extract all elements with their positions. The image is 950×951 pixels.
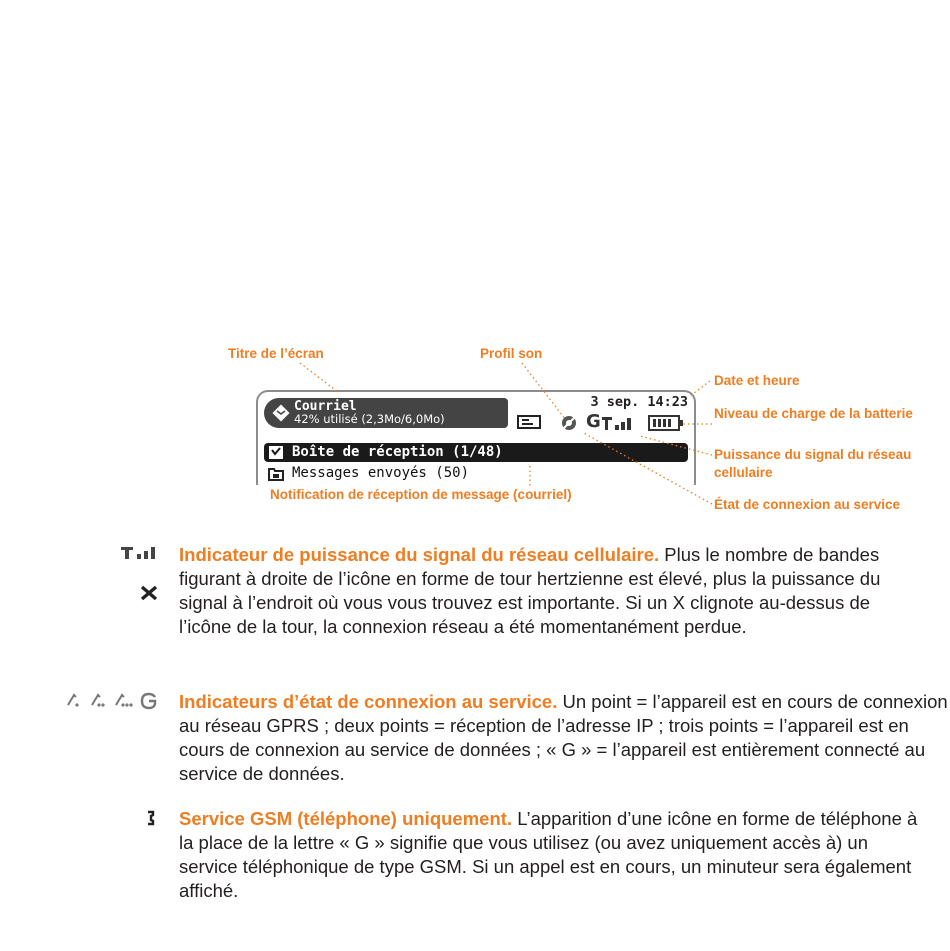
phone-handset-icon: [146, 810, 158, 826]
screen-title: Courriel: [294, 399, 357, 414]
storage-usage: 42% utilisé (2,3Mo/6,0Mo): [294, 412, 445, 426]
section-gsm: [179, 807, 919, 903]
callout-connection: État de connexion au service: [714, 497, 901, 512]
status-date-time: 3 sep. 14:23: [590, 394, 688, 410]
gprs-one-point-icon: [66, 693, 82, 709]
connection-g-icon: G: [586, 411, 601, 432]
signal-tower-icon: [120, 545, 158, 561]
section-connection: [179, 690, 949, 786]
section-gsm-text: L’apparition d’une icône en forme de téléphone à la place de la lettre « G » signifie que vous utilisez (ou avez uniquement accès à) un service téléphonique de type GSM. Si un appel est en cours, un minuteur sera également affiché.: [179, 808, 918, 901]
section-signal: [179, 543, 919, 639]
inbox-label: Boîte de réception (1/48): [292, 444, 503, 460]
section-gsm-heading: Service GSM (téléphone) uniquement.: [179, 808, 513, 829]
section-connection-text: Un point = l’appareil est en cours de connexion au réseau GPRS ; deux points = réception de l’adresse IP ; trois points = l’appareil est en cours de connexion au service de données ; « G » = l’appareil est entièrement connecté au service de données.: [179, 691, 948, 784]
sent-label: Messages envoyés (50): [292, 465, 470, 481]
section-connection-heading: Indicateurs d’état de connexion au service.: [179, 691, 558, 712]
callout-screen-title: Titre de l’écran: [228, 346, 324, 361]
callout-signal: Puissance du signal du réseau cellulaire: [714, 447, 912, 480]
callout-sound-profile: Profil son: [480, 346, 543, 361]
gprs-two-points-icon: [90, 693, 106, 709]
section-signal-text: Plus le nombre de bandes figurant à droite de l’icône en forme de tour hertzienne est élevé, plus la puissance du signal à l’endroit où vous vous trouvez est importante. Si un X clignote au-dessus de l’icône de la tour, la connexion réseau a été momentanément perdue.: [179, 544, 881, 637]
callout-date-time: Date et heure: [714, 373, 800, 388]
x-mark-icon: [140, 585, 158, 601]
callout-battery: Niveau de charge de la batterie: [714, 406, 913, 421]
callout-notification: Notification de réception de message (courriel): [270, 487, 572, 502]
gprs-three-points-icon: [114, 693, 134, 709]
gprs-g-icon: [140, 693, 158, 709]
section-signal-heading: Indicateur de puissance du signal du réseau cellulaire.: [179, 544, 660, 565]
